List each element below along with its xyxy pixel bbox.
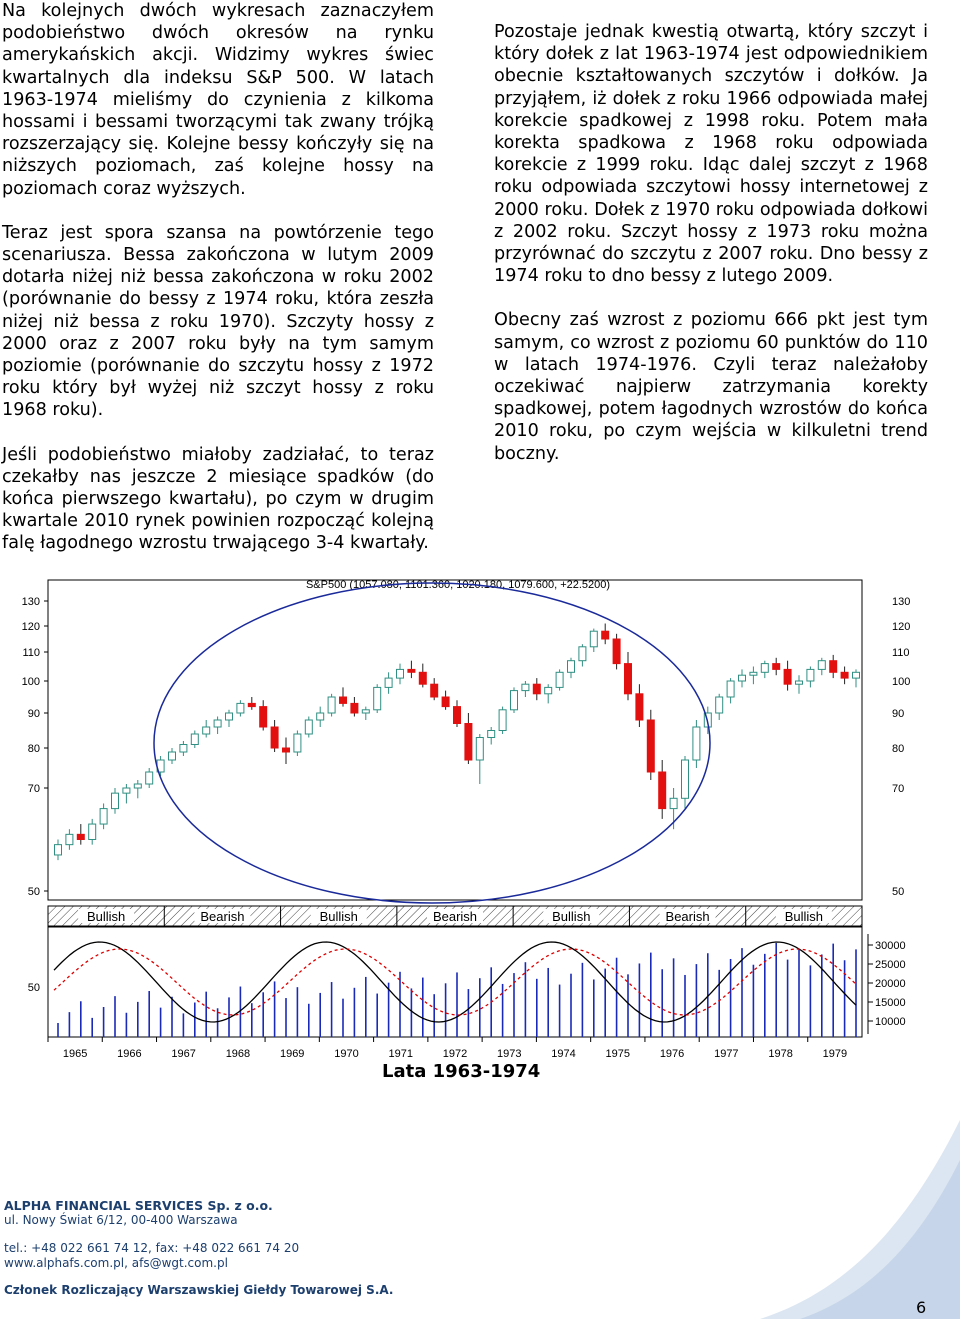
x-label-0: 1965 (62, 1048, 88, 1060)
volume-tick-0: 30000 (875, 940, 906, 952)
y-axis-right (892, 596, 910, 898)
candle-body-16 (237, 703, 244, 713)
volume-tick-2: 20000 (875, 978, 906, 990)
right-paragraph-1: Pozostaje jednak kwestią otwartą, który szczyt i który dołek z lat 1963-1974 jest odpowiednikiem obecnie kształtowanych szczytów i dołków. Ja przyjąłem, iż dołek z roku 1966 odpowiada małej korekcie spadkowej z 1998 roku. Potem mała korekta spadkowa z 1968 roku odpowiada korekcie z 1999 roku. Idąc dalej szczyt z 1968 roku odpowiada szczytowi hossy internetowej z 2000 roku. Dołek z 1970 roku odpowiada dołkowi z 2002 roku. Szczyt hossy z 1973 roku można przyrównać do szczytu z 2007 roku. Dno bessy z 1974 roku to dno bessy z lutego 2009. (494, 22, 928, 287)
candle-body-44 (556, 672, 563, 687)
oscillator-tick: 50 (27, 982, 40, 994)
volume-axis (868, 934, 906, 1034)
phase-bar (48, 906, 862, 926)
phase-label-2: Bullish (319, 909, 358, 924)
page-number: 6 (916, 1298, 927, 1317)
candle-body-64 (784, 669, 791, 684)
candle-body-52 (647, 720, 654, 772)
volume-tick-1: 25000 (875, 959, 906, 971)
oscillator-line-red (54, 949, 856, 1015)
x-label-1: 1966 (117, 1048, 142, 1060)
x-label-6: 1971 (388, 1048, 413, 1060)
x-label-13: 1978 (768, 1048, 793, 1060)
candle-body-25 (340, 697, 347, 703)
y-tick-right-1: 120 (892, 621, 911, 633)
candle-body-17 (248, 703, 255, 706)
candle-body-3 (89, 824, 96, 839)
candle-body-18 (260, 707, 267, 727)
candle-body-63 (773, 664, 780, 670)
candle-body-24 (328, 697, 335, 713)
footer-decoration (760, 1100, 960, 1319)
candle-body-19 (271, 727, 278, 748)
y-tick-right-0: 130 (892, 596, 911, 608)
phase-label-5: Bearish (665, 909, 710, 924)
y-axis-left (22, 596, 48, 898)
candle-body-58 (716, 697, 723, 713)
candle-body-8 (146, 772, 153, 784)
x-label-14: 1979 (822, 1048, 848, 1060)
y-tick-left-6: 70 (27, 783, 40, 795)
candle-body-6 (123, 788, 130, 793)
candle-body-60 (739, 675, 746, 681)
phase-label-3: Bearish (432, 909, 478, 924)
x-axis-labels (48, 1037, 847, 1060)
volume-tick-4: 10000 (875, 1016, 906, 1028)
footer-company: ALPHA FINANCIAL SERVICES Sp. z o.o. (4, 1198, 273, 1213)
y-tick-left-0: 130 (21, 596, 40, 608)
y-tick-left-5: 80 (27, 743, 40, 755)
left-paragraph-2: Teraz jest spora szansa na powtórzenie tego scenariusza. Bessa zakończona w lutym 2009 dotarła niżej niż bessa zakończona w roku 2002 (porównanie do bessy z 1974 roku, która zeszła niżej niż bessa z roku 1970). Szczyty hossy z 2000 oraz z 2007 roku były na tym samym poziomie (porównanie do szczytu hossy z 1972 roku który był wyżej niż szczyt hossy z roku 1968 roku). (2, 222, 434, 421)
x-label-5: 1970 (334, 1048, 359, 1060)
x-label-10: 1975 (605, 1048, 631, 1060)
oscillator-line-black (54, 942, 856, 1022)
candle-body-50 (625, 664, 632, 694)
candle-body-13 (203, 727, 210, 734)
candle-body-40 (511, 691, 518, 710)
footer-membership: Członek Rozliczający Warszawskiej Giełdy Towarowej S.A. (4, 1283, 394, 1297)
candle-body-14 (214, 720, 221, 727)
y-tick-right-7: 50 (892, 886, 905, 898)
candle-body-7 (134, 784, 141, 788)
candle-body-12 (191, 734, 198, 745)
candle-body-47 (590, 631, 597, 647)
candle-body-35 (454, 707, 461, 724)
candle-body-51 (636, 694, 643, 720)
x-label-9: 1974 (551, 1048, 576, 1060)
candle-body-29 (385, 678, 392, 687)
candle-body-0 (55, 845, 62, 855)
candle-body-69 (841, 672, 848, 678)
candle-body-54 (670, 798, 677, 808)
sp500-chart (0, 572, 960, 1067)
candle-body-49 (613, 639, 620, 664)
phase-label-6: Bullish (784, 909, 824, 924)
candle-body-30 (397, 669, 404, 678)
left-paragraph-1: Na kolejnych dwóch wykresach zaznaczyłem podobieństwo dwóch okresów na rynku amerykańskich akcji. Widzimy wykres świec kwartalnych dla indeksu S&P 500. W latach 1963-1974 mieliśmy do czynienia z kilkoma hossami i bessami tworzącymi tak zwany trójką rozszerzający się. Kolejne bessy kończyły się na niższych poziomach, zaś kolejne hossy na poziomach coraz wyższych. (2, 1, 434, 199)
y-tick-right-2: 110 (892, 647, 910, 659)
candle-body-33 (431, 684, 438, 697)
candle-body-10 (169, 752, 176, 760)
candle-body-59 (727, 681, 734, 697)
candle-body-66 (807, 669, 814, 681)
left-column (2, 0, 434, 577)
x-label-2: 1967 (171, 1048, 196, 1060)
candle-body-36 (465, 724, 472, 761)
candle-body-31 (408, 669, 415, 672)
highlight-ellipse (154, 583, 710, 903)
y-tick-left-1: 120 (21, 621, 40, 633)
candle-body-21 (294, 734, 301, 752)
y-tick-right-6: 70 (892, 783, 905, 795)
candle-body-38 (488, 731, 495, 738)
candle-body-46 (579, 647, 586, 661)
candle-body-56 (693, 727, 700, 760)
candle-body-15 (226, 713, 233, 720)
candle-body-41 (522, 684, 529, 690)
phase-label-1: Bearish (200, 909, 245, 924)
candle-body-45 (568, 661, 575, 673)
y-tick-left-7: 50 (27, 886, 40, 898)
y-tick-right-4: 90 (892, 708, 905, 720)
y-tick-left-2: 110 (22, 647, 40, 659)
candle-body-61 (750, 672, 757, 675)
x-label-4: 1969 (279, 1048, 305, 1060)
candle-body-53 (659, 772, 666, 809)
candle-body-22 (305, 720, 312, 734)
candle-body-48 (602, 631, 609, 639)
x-label-8: 1973 (497, 1048, 522, 1060)
candle-body-11 (180, 745, 187, 753)
oscillator-frame (48, 927, 862, 1037)
candle-body-67 (818, 661, 825, 670)
candle-body-26 (351, 703, 358, 713)
right-paragraph-2: Obecny zaś wzrost z poziomu 666 pkt jest tym samym, co wzrost z poziomu 60 punktów do 110 w latach 1974-1976. Czyli teraz należałoby oczekiwać najpierw zatrzymania korekty spadkowej, potem łagodnych wzrostów do końca 2010 roku, po czym wejścia w kilkuletni trend boczny. (494, 310, 928, 464)
y-tick-left-4: 90 (27, 708, 40, 720)
y-tick-right-3: 100 (892, 676, 911, 688)
candle-body-65 (796, 681, 803, 684)
volume-tick-3: 15000 (875, 997, 906, 1009)
footer-website[interactable]: www.alphafs.com.pl, afs@wgt.com.pl (4, 1256, 228, 1270)
candle-body-4 (100, 809, 107, 824)
phase-label-4: Bullish (552, 909, 591, 924)
right-column (494, 21, 928, 487)
x-label-11: 1976 (659, 1048, 685, 1060)
candle-body-34 (442, 697, 449, 707)
x-label-12: 1977 (714, 1048, 739, 1060)
candle-body-62 (761, 664, 768, 673)
chart-title: S&P500 (1057.080, 1101.360, 1020.180, 1079.600, +22.5200) (305, 579, 611, 591)
left-paragraph-3: Jeśli podobieństwo miałoby zadziałać, to teraz czekałby nas jeszcze 2 miesiące spadków (do końca pierwszego kwartału), po czym w drugim kwartale 2010 rynek powinien rozpocząć kolejną falę łagodnego wzrostu trwającego 3-4 kwartały. (2, 444, 434, 554)
phase-label-0: Bullish (86, 909, 126, 924)
y-tick-right-5: 80 (892, 743, 905, 755)
volume-bars (58, 943, 856, 1037)
candle-body-39 (499, 710, 506, 731)
x-label-3: 1968 (225, 1048, 251, 1060)
candle-body-37 (476, 738, 483, 761)
candle-body-1 (66, 834, 73, 844)
footer-phone: tel.: +48 022 661 74 12, fax: +48 022 661 74 20 (4, 1241, 300, 1255)
chart-caption: Lata 1963-1974 (382, 1061, 541, 1082)
candle-body-42 (533, 684, 540, 694)
chart-svg (0, 572, 960, 1067)
candle-body-27 (362, 710, 369, 713)
candle-body-20 (283, 748, 290, 752)
candle-body-43 (545, 687, 552, 693)
x-label-7: 1972 (442, 1048, 468, 1060)
candle-body-23 (317, 713, 324, 720)
candle-body-5 (112, 793, 119, 808)
candle-body-68 (830, 661, 837, 673)
candle-body-32 (419, 672, 426, 684)
candle-body-70 (853, 672, 860, 678)
candlesticks (55, 624, 860, 861)
price-frame (48, 580, 862, 900)
candle-body-28 (374, 687, 381, 709)
footer-address: ul. Nowy Świat 6/12, 00-400 Warszawa (4, 1213, 238, 1227)
candle-body-55 (682, 760, 689, 798)
candle-body-2 (77, 834, 84, 839)
y-tick-left-3: 100 (21, 676, 40, 688)
